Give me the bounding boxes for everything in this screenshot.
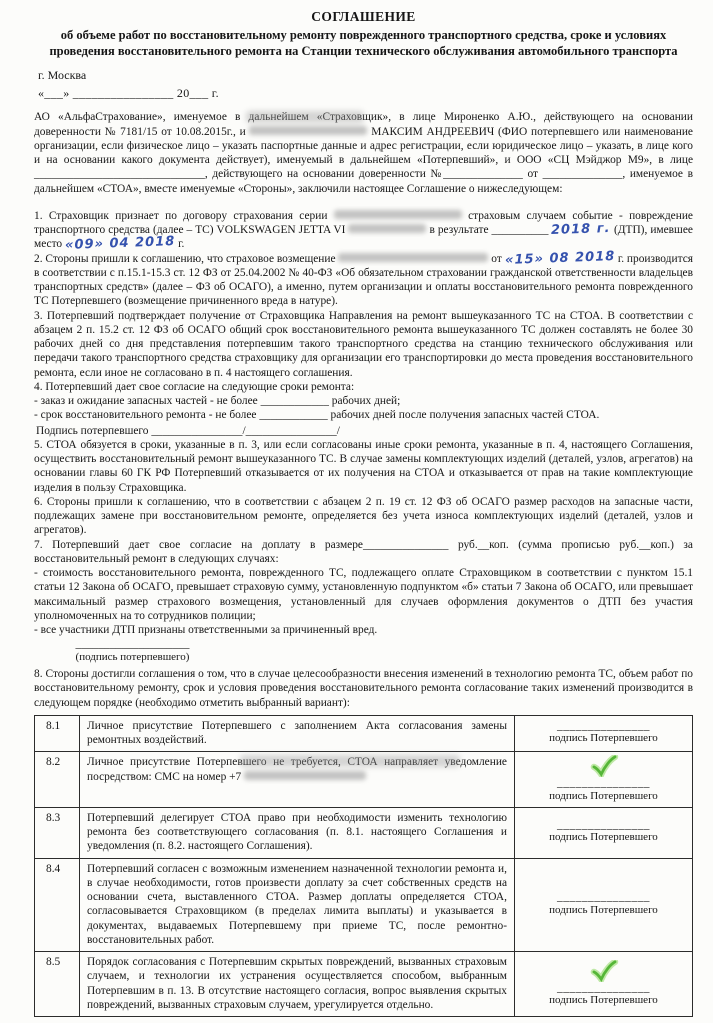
row-text-segment: Личное присутствие Потерпевшего не требуется, СТОА направляет уведомление посредством: СМС на номер +7 xyxy=(87,756,507,783)
row-text: Порядок согласования с Потерпевшим скрытых повреждений, вызванных страховым случаем, и технологии их устранения осуществляется способом, выбранным Потерпевшим в п. 13. В отсутствие настоящего согласия, вопрос выявления скрытых повреждений, вызванных страховым случаем, урегулируется отдельно. xyxy=(80,952,515,1017)
redaction-smudge xyxy=(338,253,488,262)
table-row-8-2 xyxy=(35,752,693,808)
p7-item-1: - стоимость восстановительного ремонта, поврежденного ТС, подлежащего оплате Страховщиком в соответствии с пунктом 15.1 статьи 12 Закона об ОСАГО, превышает страховую сумму, установленную подпунктом «б» статьи 7 Закона об ОСАГО, или превышает максимальный размер страхового возмещения, установленный для случаев оформления документов о ДТП без участия уполномоченных на то сотрудников полиции; xyxy=(34,567,693,622)
signature-line: _______________ xyxy=(557,981,650,994)
handwritten-date-dtp: «09» 04 2018 xyxy=(64,234,176,254)
row-text: Потерпевший делегирует СТОА право при необходимости изменить технологию ремонта без соответствующего согласования (п. 8.1. настоящего Соглашения и уведомления (п. 8.2. настоящего Соглашения). xyxy=(80,807,515,858)
p7-signature-block xyxy=(40,638,225,664)
p1-text-4: (ДТП), имевшее место xyxy=(34,224,693,251)
paragraph-6: 6. Стороны пришли к соглашению, что в соответствии с абзацем 2 п. 19 ст. 12 ФЗ об ОСАГО размер расходов на запасные части, подлежащих замене при восстановительном ремонте, определяется без учета износа комплектующих изделий (деталей, узлов и агрегатов). xyxy=(34,495,693,537)
p4-item-2: - срок восстановительного ремонта - не более ____________ рабочих дней после получения запасных частей СТОА. xyxy=(34,409,600,422)
intro-paragraph xyxy=(34,110,693,196)
p2-text-3: г. производится в соответствии с п.15.1-15.3 ст. 12 ФЗ от 25.04.2002 № 40-ФЗ «Об обязательном страховании гражданской ответственности владельцев транспортных средств» (далее – ФЗ об ОСАГО), а именно, путем организации и оплаты восстановительного ремонта поврежденного ТС Потерпевшего (возмещение причиненного вреда в натуре). xyxy=(34,252,693,308)
paragraph-3: 3. Потерпевший подтверждает получение от Страховщика Направления на ремонт вышеуказанного ТС на СТОА. В соответствии с абзацем 2 п. 15.2 ст. 12 ФЗ об ОСАГО общий срок восстановительного ремонта вышеуказанного ТС должен составлять не более 30 рабочих дней со дня представления потерпевшим такого транспортного средства на станцию технического обслуживания или передачи такого транспортного средства страховщику для организации его транспортировки до места проведения восстановительного ремонта, если иное не согласовано в п. 4 настоящего соглашения. xyxy=(34,309,693,379)
signature-cell xyxy=(515,752,693,808)
signature-cell xyxy=(515,858,693,952)
p2-text-2: от xyxy=(491,252,502,265)
redaction-smudge xyxy=(348,224,426,233)
table-row-8-1 xyxy=(35,715,693,752)
signature-label: подпись Потерпевшего xyxy=(549,831,658,844)
row-number: 8.4 xyxy=(35,858,80,952)
paragraph-4 xyxy=(34,380,693,438)
redaction-smudge xyxy=(334,210,462,219)
p7-head: 7. Потерпевший дает свое согласие на доплату в размере_______________ руб.__коп. (сумма прописью руб.__коп.) за восстановительный ремонт в следующих случаях: xyxy=(34,538,693,565)
row-text xyxy=(80,752,515,808)
green-checkmark-icon xyxy=(522,755,685,777)
city-line: г. Москва xyxy=(38,68,87,83)
paragraph-8: 8. Стороны достигли соглашения о том, что в случае целесообразности внесения изменений в технологию ремонта ТС, объем работ по восстановительному ремонту, срок и условия проведения восстановительного ремонта согласование таких изменений производится в следующем порядке (необходимо отметить выбранный вариант): xyxy=(34,668,693,709)
row-number: 8.1 xyxy=(35,715,80,752)
options-table xyxy=(34,715,693,1017)
signature-cell xyxy=(515,952,693,1017)
document-title-block xyxy=(34,9,693,59)
signature-line: _______________ xyxy=(557,777,650,790)
redaction-smudge xyxy=(249,126,367,135)
paragraph-1 xyxy=(34,209,693,252)
p4-signature-line: Подпись потерпевшего ________________/________________/ xyxy=(36,424,340,437)
row-number: 8.2 xyxy=(35,752,80,808)
p1-text-1: 1. Страховщик признает по договору страхования серии xyxy=(34,209,328,222)
intro-text-1: АО «АльфаСтрахование», именуемое в дальнейшем «Страховщик», в лице Мироненко А.Ю., действующего на основании доверенности № 7181/15 от 10.08.2015г., и xyxy=(34,111,693,138)
p7-signature-line: ____________________ xyxy=(75,638,190,651)
p7-item-2: - все участники ДТП признаны ответственными за причиненный вред. xyxy=(34,624,378,637)
row-number: 8.3 xyxy=(35,807,80,858)
green-checkmark-icon xyxy=(522,960,685,982)
signature-line: _______________ xyxy=(557,891,650,904)
intro-text-2: МАКСИМ АНДРЕЕВИЧ (ФИО потерпевшего или наименование организации, если физическое лицо – указать паспортные данные и адрес регистрации, если юридическое лицо – указать, в лице кого и на основании какого документа действует), именуемый в дальнейшем «Потерпевший», и ООО «СЦ Мэйджор М9», в лице ______________________________, действующего на основании доверенности №______________ от ______________, именуемое в дальнейшем «СТОА», вместе именуемые «Стороны», заключили настоящее Соглашение о нижеследующем: xyxy=(34,125,693,195)
p1-text-2: страховым случаем событие - повреждение транспортного средства (далее – ТС) VOLKSWAGEN JETTA VI xyxy=(34,209,693,237)
p1-text-5: г. xyxy=(178,238,185,251)
signature-label: подпись Потерпевшего xyxy=(549,903,658,916)
p4-head: 4. Потерпевший дает свое согласие на следующие сроки ремонта: xyxy=(34,380,355,393)
signature-cell xyxy=(515,807,693,858)
signature-label: подпись Потерпевшего xyxy=(549,732,658,745)
signature-line: _______________ xyxy=(557,719,650,732)
doc-subtitle: об объеме работ по восстановительному ремонту поврежденного транспортного средства, сроке и условиях проведения восстановительного ремонта на Станции технического обслуживания автомобильного транспорта xyxy=(49,27,678,59)
doc-title: СОГЛАШЕНИЕ xyxy=(311,9,416,24)
signature-line: _______________ xyxy=(557,819,650,832)
row-number: 8.5 xyxy=(35,952,80,1017)
p1-text-3: в результате __________ xyxy=(429,224,549,237)
row-text: Потерпевший согласен с возможным изменением назначенной технологии ремонта и, в случае необходимости, готов произвести доплату за счет собственных средств на основании счета, выставленного СТОА. Размер доплаты определяется СТОА, согласовывается Страховщиком (в пределах лимита выплаты) и указывается в документах, выдаваемых Потерпевшему при приеме ТС, после ремонтно-восстановительных работ. xyxy=(80,858,515,952)
p7-signature-label: (подпись потерпевшего) xyxy=(75,651,190,664)
redaction-smudge xyxy=(244,771,366,780)
signature-label: подпись Потерпевшего xyxy=(549,994,658,1007)
p4-item-1: - заказ и ожидание запасных частей - не более ____________ рабочих дней; xyxy=(34,395,401,408)
table-row-8-3 xyxy=(35,807,693,858)
signature-label: подпись Потерпевшего xyxy=(549,789,658,802)
date-blank-line: «___» ________________ 20___ г. xyxy=(38,86,219,101)
paragraph-5: 5. СТОА обязуется в сроки, указанные в п. 3, или если согласованы иные сроки ремонта, указанные в п. 4, настоящего Соглашения, осуществить восстановительный ремонт вышеуказанного ТС. В случае замены комплектующих изделий (деталей, узлов, агрегатов) на основании главы 60 ГК РФ Потерпевший отказывается от их получения на СТОА и отказывается от прав на такие комплектующие изделия в пользу Страховщика. xyxy=(34,438,693,494)
paragraph-7 xyxy=(34,538,693,665)
handwritten-date-agreement: «15» 08 2018 xyxy=(504,248,616,268)
p2-text-1: 2. Стороны пришли к соглашению, что страховое возмещение xyxy=(34,252,336,265)
table-row-8-5 xyxy=(35,952,693,1017)
table-row-8-4 xyxy=(35,858,693,952)
signature-cell xyxy=(515,715,693,752)
paragraph-2 xyxy=(34,248,693,309)
handwritten-note: 2018 г. xyxy=(551,221,612,239)
row-text: Личное присутствие Потерпевшего с заполнением Акта согласования замены ремонтных воздействий. xyxy=(80,715,515,752)
